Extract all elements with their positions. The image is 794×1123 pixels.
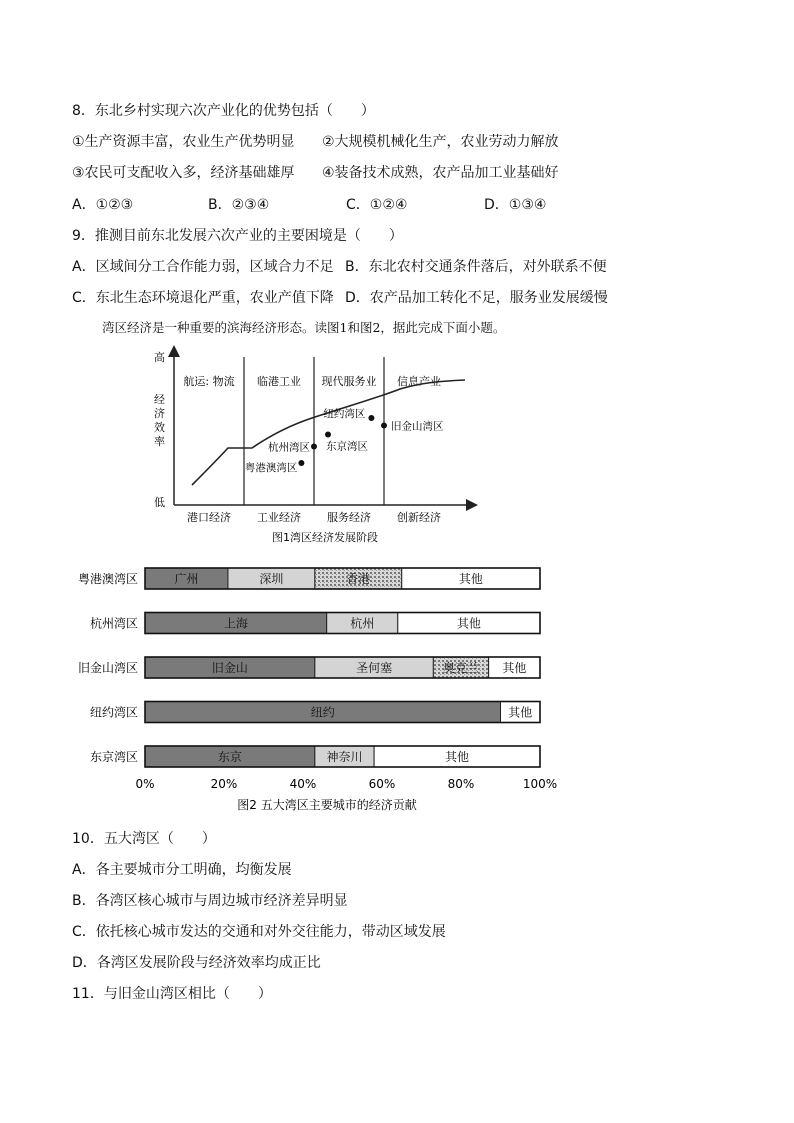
fig1-industry-label: 航运: 物流 xyxy=(183,375,235,388)
fig2-tick-label: 40% xyxy=(289,777,317,791)
fig2-tick-label: 80% xyxy=(447,777,475,791)
q10-option-b: B．各湾区核心城市与周边城市经济差异明显 xyxy=(72,893,348,909)
fig2-bay-name: 东京湾区 xyxy=(89,750,138,764)
q10-option-a: A．各主要城市分工明确，均衡发展 xyxy=(72,862,292,878)
fig2-segment-label: 东京 xyxy=(217,750,242,764)
fig1-stage-label: 服务经济 xyxy=(327,511,371,524)
fig2-segment-label: 奥克兰 xyxy=(442,661,480,675)
fig1-industry-label: 现代服务业 xyxy=(321,375,377,388)
fig2-segment-label: 旧金山 xyxy=(211,661,248,675)
fig1-bay-label: 纽约湾区 xyxy=(323,408,366,420)
fig2-bay-name: 纽约湾区 xyxy=(89,705,138,720)
fig1-bay-label: 东京湾区 xyxy=(326,440,368,453)
fig1-bay-label: 旧金山湾区 xyxy=(391,420,444,433)
q9-option-a: A．区域间分工合作能力弱，区域合力不足 xyxy=(72,259,334,275)
fig2-segment-label: 其他 xyxy=(458,572,483,586)
q8-statement-1: ①生产资源丰富，农业生产优势明显 xyxy=(72,134,295,150)
fig1-bay-point xyxy=(311,444,317,450)
q10-stem: 10．五大湾区（ ） xyxy=(72,831,216,847)
fig1-y-low: 低 xyxy=(154,496,165,509)
fig1-stage-label: 创新经济 xyxy=(397,511,441,524)
q8-statement-2: ②大规模机械化生产，农业劳动力解放 xyxy=(322,134,559,150)
fig2-tick-label: 60% xyxy=(368,777,396,791)
q10-option-c: C．依托核心城市发达的交通和对外交往能力，带动区域发展 xyxy=(72,924,446,940)
fig1-bay-label: 杭州湾区 xyxy=(268,441,310,454)
fig2-bay-name: 旧金山湾区 xyxy=(77,661,138,675)
fig2-segment-label: 上海 xyxy=(223,616,248,631)
fig1-y-label: 经济效率 xyxy=(154,393,165,448)
fig2-segment-label: 香港 xyxy=(346,572,371,586)
fig1-bay-point xyxy=(298,460,304,466)
fig1-bay-label: 粤港澳湾区 xyxy=(244,462,298,474)
q8-option-b: B．②③④ xyxy=(208,197,270,213)
fig2-segment-label: 广州 xyxy=(174,572,199,586)
q8-statement-4: ④装备技术成熟，农产品加工业基础好 xyxy=(322,165,559,181)
fig2-tick-label: 100% xyxy=(522,777,558,791)
fig2-segment-label: 其他 xyxy=(456,616,481,631)
fig1-title: 图1湾区经济发展阶段 xyxy=(272,531,378,544)
fig2-segment-label: 其他 xyxy=(445,750,470,764)
q10-option-d: D．各湾区发展阶段与经济效率均成正比 xyxy=(72,955,321,971)
fig2-bay-name: 杭州湾区 xyxy=(89,616,138,631)
fig2-segment-label: 其他 xyxy=(508,705,533,720)
fig1-y-high: 高 xyxy=(154,351,165,364)
fig1-stage-label: 工业经济 xyxy=(257,511,301,524)
fig2-bay-name: 粤港澳湾区 xyxy=(77,572,138,586)
q9-option-b: B．东北农村交通条件落后，对外联系不便 xyxy=(345,259,607,275)
fig1-industry-label: 信息产业 xyxy=(397,375,441,388)
fig2-segment-label: 纽约 xyxy=(310,705,335,720)
q8-statement-3: ③农民可支配收入多，经济基础雄厚 xyxy=(72,165,295,181)
fig2-segment-label: 杭州 xyxy=(350,616,375,631)
fig2-segment-label: 其他 xyxy=(502,661,527,675)
fig2-tick-label: 0% xyxy=(135,777,155,791)
fig1-bay-point xyxy=(381,423,387,429)
fig2-segment-label: 神奈川 xyxy=(326,750,363,764)
fig1-stage-label: 港口经济 xyxy=(187,511,231,524)
q8-stem: 8．东北乡村实现六次产业化的优势包括（ ） xyxy=(72,103,375,119)
passage-intro: 湾区经济是一种重要的滨海经济形态。读图1和图2，据此完成下面小题。 xyxy=(102,320,506,335)
q8-option-c: C．①②④ xyxy=(346,197,408,213)
fig2-tick-label: 20% xyxy=(210,777,238,791)
figure-1-development-stages xyxy=(140,345,490,545)
fig2-segment-label: 深圳 xyxy=(259,572,284,586)
fig1-bay-point xyxy=(325,432,331,438)
q9-stem: 9．推测目前东北发展六次产业的主要困境是（ ） xyxy=(72,228,403,244)
q8-option-a: A．①②③ xyxy=(72,197,134,213)
q9-option-c: C．东北生态环境退化严重，农业产值下降 xyxy=(72,290,334,306)
q9-option-d: D．农产品加工转化不足，服务业发展缓慢 xyxy=(345,290,608,306)
fig2-title: 图2 五大湾区主要城市的经济贡献 xyxy=(237,798,417,812)
q8-option-d: D．①③④ xyxy=(484,197,547,213)
fig1-bay-point xyxy=(368,415,374,421)
fig1-industry-label: 临港工业 xyxy=(257,375,301,388)
figure-2-city-contribution xyxy=(70,560,560,815)
q11-stem: 11．与旧金山湾区相比（ ） xyxy=(72,986,272,1002)
fig2-segment-label: 圣何塞 xyxy=(356,661,393,675)
